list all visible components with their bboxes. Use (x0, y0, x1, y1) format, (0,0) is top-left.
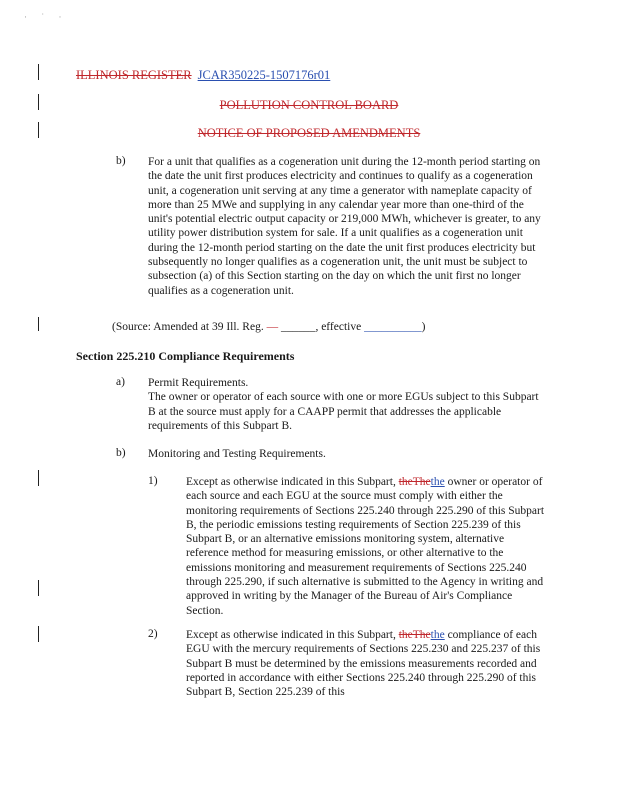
item-2-text: Except as otherwise indicated in this Subpart, theThethe compliance of each EGU with the mercury requirements of Sections 225.230 and 225.237 of this Subpart B must be determined by the emissions measurements recorded and reported in accordance with either Sections 225.240 through 225.290 of this Subpart B, Section 225.239 of this (186, 629, 541, 699)
source-blank-date: __________ (364, 321, 422, 333)
item-marker: 2) (148, 628, 158, 640)
source-effective: , effective (315, 321, 365, 333)
notice-title: NOTICE OF PROPOSED AMENDMENTS (197, 126, 421, 140)
source-blank-reg: ______ (280, 321, 316, 333)
item-1-text: Except as otherwise indicated in this Subpart, theThethe owner or operator of each source and each EGU at the source must comply with either the monitoring requirements of Sections 225.240 through 225.290 of this Subpart B, the periodic emissions testing requirements of Section 225.239 of this Subpart B, or an alternative emissions monitoring system, alternative reference method for measuring emissions, or other alternative to the emissions monitoring and measurement requirements of Sections 225.240 through 225.290, if such alternative is submitted to the Agency in writing and approved in writing by the Manager of the Bureau of Air's Compliance Section. (186, 476, 545, 617)
change-bar (38, 626, 39, 642)
para-marker: b) (116, 447, 126, 459)
para-marker: a) (116, 376, 125, 388)
permit-text: The owner or operator of each source with one or more EGUs subject to this Subpart B at the source must apply for a CAAPP permit that addresses the applicable requirements of this Subpart B. (148, 391, 539, 432)
permit-title: Permit Requirements. (148, 377, 249, 389)
source-prefix: (Source: Amended at 39 Ill. Reg. (112, 321, 264, 333)
board-title: POLLUTION CONTROL BOARD (219, 98, 399, 112)
cogeneration-paragraph: For a unit that qualifies as a cogeneration unit during the 12-month period starting on the date the unit first produces electricity and continues to qualify as a cogeneration unit, a cogeneration unit serving at any time a generator with nameplate capacity of more than 25 MWe and supplying in any calendar year more than one-third of the unit's potential electric output capacity or 219,000 MWh, whichever is greater, to any utility power distribution system for sale. If a unit qualifies as a cogeneration unit during the 12-month period starting on the date the unit first produces electricity but subsequently no longer qualifies as a cogeneration unit, the unit must be subject to subsection (a) of this Section starting on the day on which the unit first no longer qualifies as a cogeneration unit. (148, 156, 541, 297)
para-marker: b) (116, 155, 126, 167)
change-bar (38, 470, 39, 486)
register-struck: ILLINOIS REGISTER (76, 68, 192, 82)
register-inserted: JCAR350225-1507176r01 (197, 68, 331, 82)
struck-word: theThe (398, 629, 431, 641)
monitoring-title: Monitoring and Testing Requirements. (148, 448, 326, 460)
item-marker: 1) (148, 475, 158, 487)
permit-requirements (148, 376, 548, 433)
source-dash: — (263, 321, 281, 333)
scan-specks: · ˙ · (24, 12, 68, 22)
struck-word: theThe (398, 476, 431, 488)
source-suffix: ) (421, 321, 426, 333)
source-note (112, 320, 552, 334)
section-heading: Section 225.210 Compliance Requirements (76, 349, 295, 363)
change-bar (38, 64, 39, 80)
change-bar (38, 317, 39, 331)
register-header (76, 68, 330, 83)
change-bar (38, 580, 39, 596)
inserted-word: the (430, 629, 445, 641)
inserted-word: the (430, 476, 445, 488)
